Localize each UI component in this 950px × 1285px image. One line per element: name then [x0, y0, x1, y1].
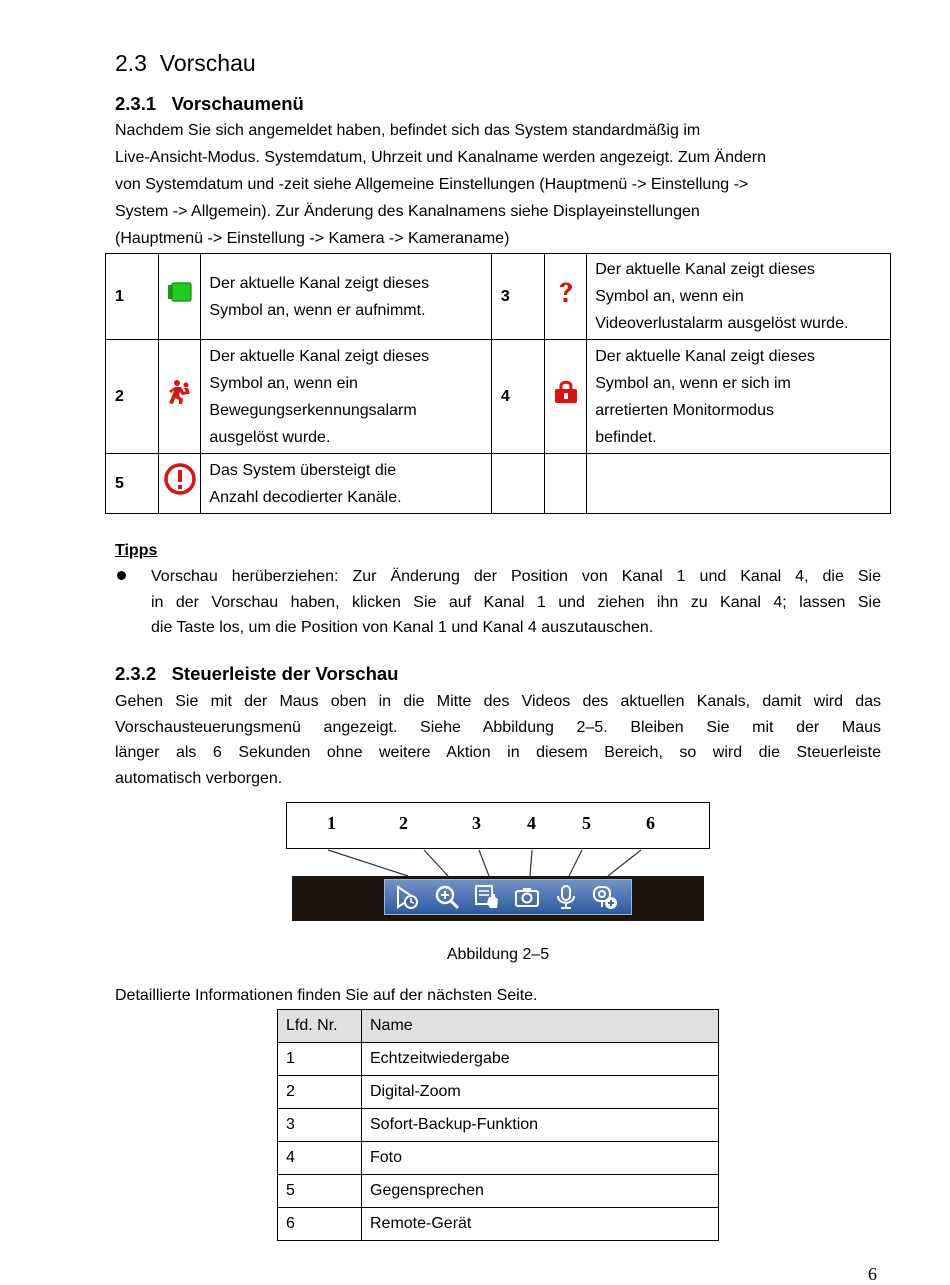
- table-header-row: [278, 1010, 719, 1043]
- table-row: [278, 1208, 719, 1241]
- warning-icon: [163, 462, 197, 496]
- empty-cell: [491, 454, 544, 514]
- figure-label: 3: [472, 813, 481, 833]
- desc-line: Symbol an, wenn ein: [209, 374, 358, 392]
- desc-line: Symbol an, wenn er sich im: [595, 374, 791, 392]
- name-table: [277, 1009, 719, 1241]
- table-row: [278, 1076, 719, 1109]
- table-cell: Echtzeitwiedergabe: [362, 1043, 719, 1076]
- symbol-row: [106, 254, 891, 340]
- subsection-title: [115, 93, 304, 115]
- symbol-icon-cell: [159, 254, 201, 340]
- section-title-text: Vorschau: [159, 50, 256, 76]
- paragraph-line: automatisch verborgen.: [115, 769, 283, 787]
- table-cell: 6: [278, 1208, 362, 1241]
- desc-line: arretierten Monitormodus: [595, 401, 774, 419]
- paragraph-line: System -> Allgemein). Zur Änderung des Kanalnamens siehe Displayeinstellungen: [115, 203, 700, 220]
- desc-line: Videoverlustalarm ausgelöst wurde.: [595, 315, 849, 332]
- table-cell: Gegensprechen: [362, 1175, 719, 1208]
- paragraph-line: Live-Ansicht-Modus. Systemdatum, Uhrzeit und Kanalname werden angezeigt. Zum Ändern: [115, 149, 766, 166]
- symbol-description: [587, 340, 891, 454]
- paragraph-line: von Systemdatum und -zeit siehe Allgemeine Einstellungen (Hauptmenü -> Einstellung ->: [115, 176, 749, 193]
- paragraph-line: Vorschausteuerungsmenü angezeigt. Siehe Abbildung 2–5. Bleiben Sie mit der Maus: [115, 718, 881, 736]
- lock-icon: [553, 380, 579, 404]
- microphone-icon[interactable]: [552, 883, 580, 911]
- symbol-icon-cell: [545, 254, 587, 340]
- symbol-row: [106, 340, 891, 454]
- table-cell: 1: [278, 1043, 362, 1076]
- paragraph-line: die Taste los, um die Position von Kanal 1 und Kanal 4 auszutauschen.: [151, 619, 654, 636]
- symbol-description: [201, 454, 491, 514]
- preview-control-bar: [384, 879, 632, 915]
- table-cell: Digital-Zoom: [362, 1076, 719, 1109]
- symbol-number: 4: [491, 340, 544, 454]
- table-cell: 4: [278, 1142, 362, 1175]
- symbol-description: [587, 254, 891, 340]
- desc-line: ausgelöst wurde.: [209, 428, 331, 446]
- symbol-number: 1: [106, 254, 159, 340]
- figure-label: 5: [582, 813, 591, 833]
- video-loss-icon: [555, 279, 577, 305]
- table-row: [278, 1043, 719, 1076]
- paragraph-line: Vorschau herüberziehen: Zur Änderung der Position von Kanal 1 und Kanal 4, die Sie: [151, 568, 881, 585]
- symbol-description: [201, 254, 491, 340]
- figure-label: 2: [399, 813, 408, 833]
- detail-text: Detaillierte Informationen finden Sie auf der nächsten Seite.: [115, 987, 538, 1004]
- desc-line: Der aktuelle Kanal zeigt dieses: [595, 347, 815, 365]
- table-row: [278, 1109, 719, 1142]
- subsection-title-text: Steuerleiste der Vorschau: [171, 663, 399, 684]
- remote-device-icon[interactable]: [591, 883, 619, 911]
- desc-line: Der aktuelle Kanal zeigt dieses: [595, 261, 815, 278]
- table-cell: 3: [278, 1109, 362, 1142]
- symbol-description: [201, 340, 491, 454]
- symbol-icon-cell: [545, 340, 587, 454]
- control-bar-paragraph: [115, 689, 881, 791]
- figure-label-box: [286, 802, 710, 849]
- table-cell: Remote-Gerät: [362, 1208, 719, 1241]
- desc-line: Symbol an, wenn ein: [595, 288, 744, 305]
- desc-line: Der aktuelle Kanal zeigt dieses: [209, 274, 430, 292]
- figure-label: 4: [527, 813, 536, 833]
- desc-line: Symbol an, wenn er aufnimmt.: [209, 301, 426, 319]
- table-cell: 2: [278, 1076, 362, 1109]
- tips-paragraph: [151, 564, 881, 641]
- symbol-number: 3: [491, 254, 544, 340]
- table-cell: 5: [278, 1175, 362, 1208]
- desc-line: befindet.: [595, 428, 657, 446]
- video-preview-strip: [292, 876, 704, 921]
- section-title: [115, 50, 256, 77]
- motion-detection-icon: [167, 379, 193, 405]
- symbol-icon-cell: [159, 340, 201, 454]
- tips-heading: Tipps: [115, 542, 158, 559]
- figure-label: 1: [327, 813, 336, 833]
- table-cell: Sofort-Backup-Funktion: [362, 1109, 719, 1142]
- column-header: Lfd. Nr.: [278, 1010, 362, 1043]
- realtime-playback-icon[interactable]: [393, 883, 421, 911]
- figure-label: 6: [646, 813, 655, 833]
- table-cell: Foto: [362, 1142, 719, 1175]
- desc-line: Anzahl decodierter Kanäle.: [209, 488, 402, 506]
- bullet-icon: [117, 571, 126, 580]
- symbol-row: [106, 454, 891, 514]
- section-number: 2.3: [115, 50, 147, 76]
- table-row: [278, 1142, 719, 1175]
- desc-line: Das System übersteigt die: [209, 461, 397, 479]
- subsection-number: 2.3.2: [115, 663, 157, 684]
- column-header: Name: [362, 1010, 719, 1043]
- paragraph-line: in der Vorschau haben, klicken Sie auf Kanal 1 und ziehen ihn zu Kanal 4; lassen Sie: [151, 593, 881, 611]
- subsection-number: 2.3.1: [115, 93, 157, 114]
- desc-line: Der aktuelle Kanal zeigt dieses: [209, 347, 430, 365]
- symbol-number: 2: [106, 340, 159, 454]
- symbol-icon-cell: [159, 454, 201, 514]
- empty-cell: [587, 454, 891, 514]
- subsection-title-text: Vorschaumenü: [171, 93, 304, 114]
- desc-line: Bewegungserkennungsalarm: [209, 401, 417, 419]
- paragraph-line: länger als 6 Sekunden ohne weitere Aktion in diesem Bereich, so wird die Steuerleiste: [115, 744, 881, 761]
- symbol-number: 5: [106, 454, 159, 514]
- paragraph-line: Gehen Sie mit der Maus oben in die Mitte des Videos des aktuellen Kanals, damit wird das: [115, 693, 881, 710]
- figure-caption: Abbildung 2–5: [446, 946, 550, 963]
- backup-icon[interactable]: [473, 883, 501, 911]
- empty-cell: [545, 454, 587, 514]
- page-number: 6: [868, 1264, 877, 1284]
- subsection-title: [115, 663, 398, 685]
- intro-paragraph: [115, 117, 875, 252]
- digital-zoom-icon[interactable]: [433, 883, 461, 911]
- recording-icon: [167, 281, 193, 303]
- paragraph-line: (Hauptmenü -> Einstellung -> Kamera -> Kameraname): [115, 230, 510, 247]
- camera-icon[interactable]: [513, 883, 541, 911]
- symbol-table: [105, 253, 891, 514]
- paragraph-line: Nachdem Sie sich angemeldet haben, befindet sich das System standardmäßig im: [115, 122, 701, 139]
- table-row: [278, 1175, 719, 1208]
